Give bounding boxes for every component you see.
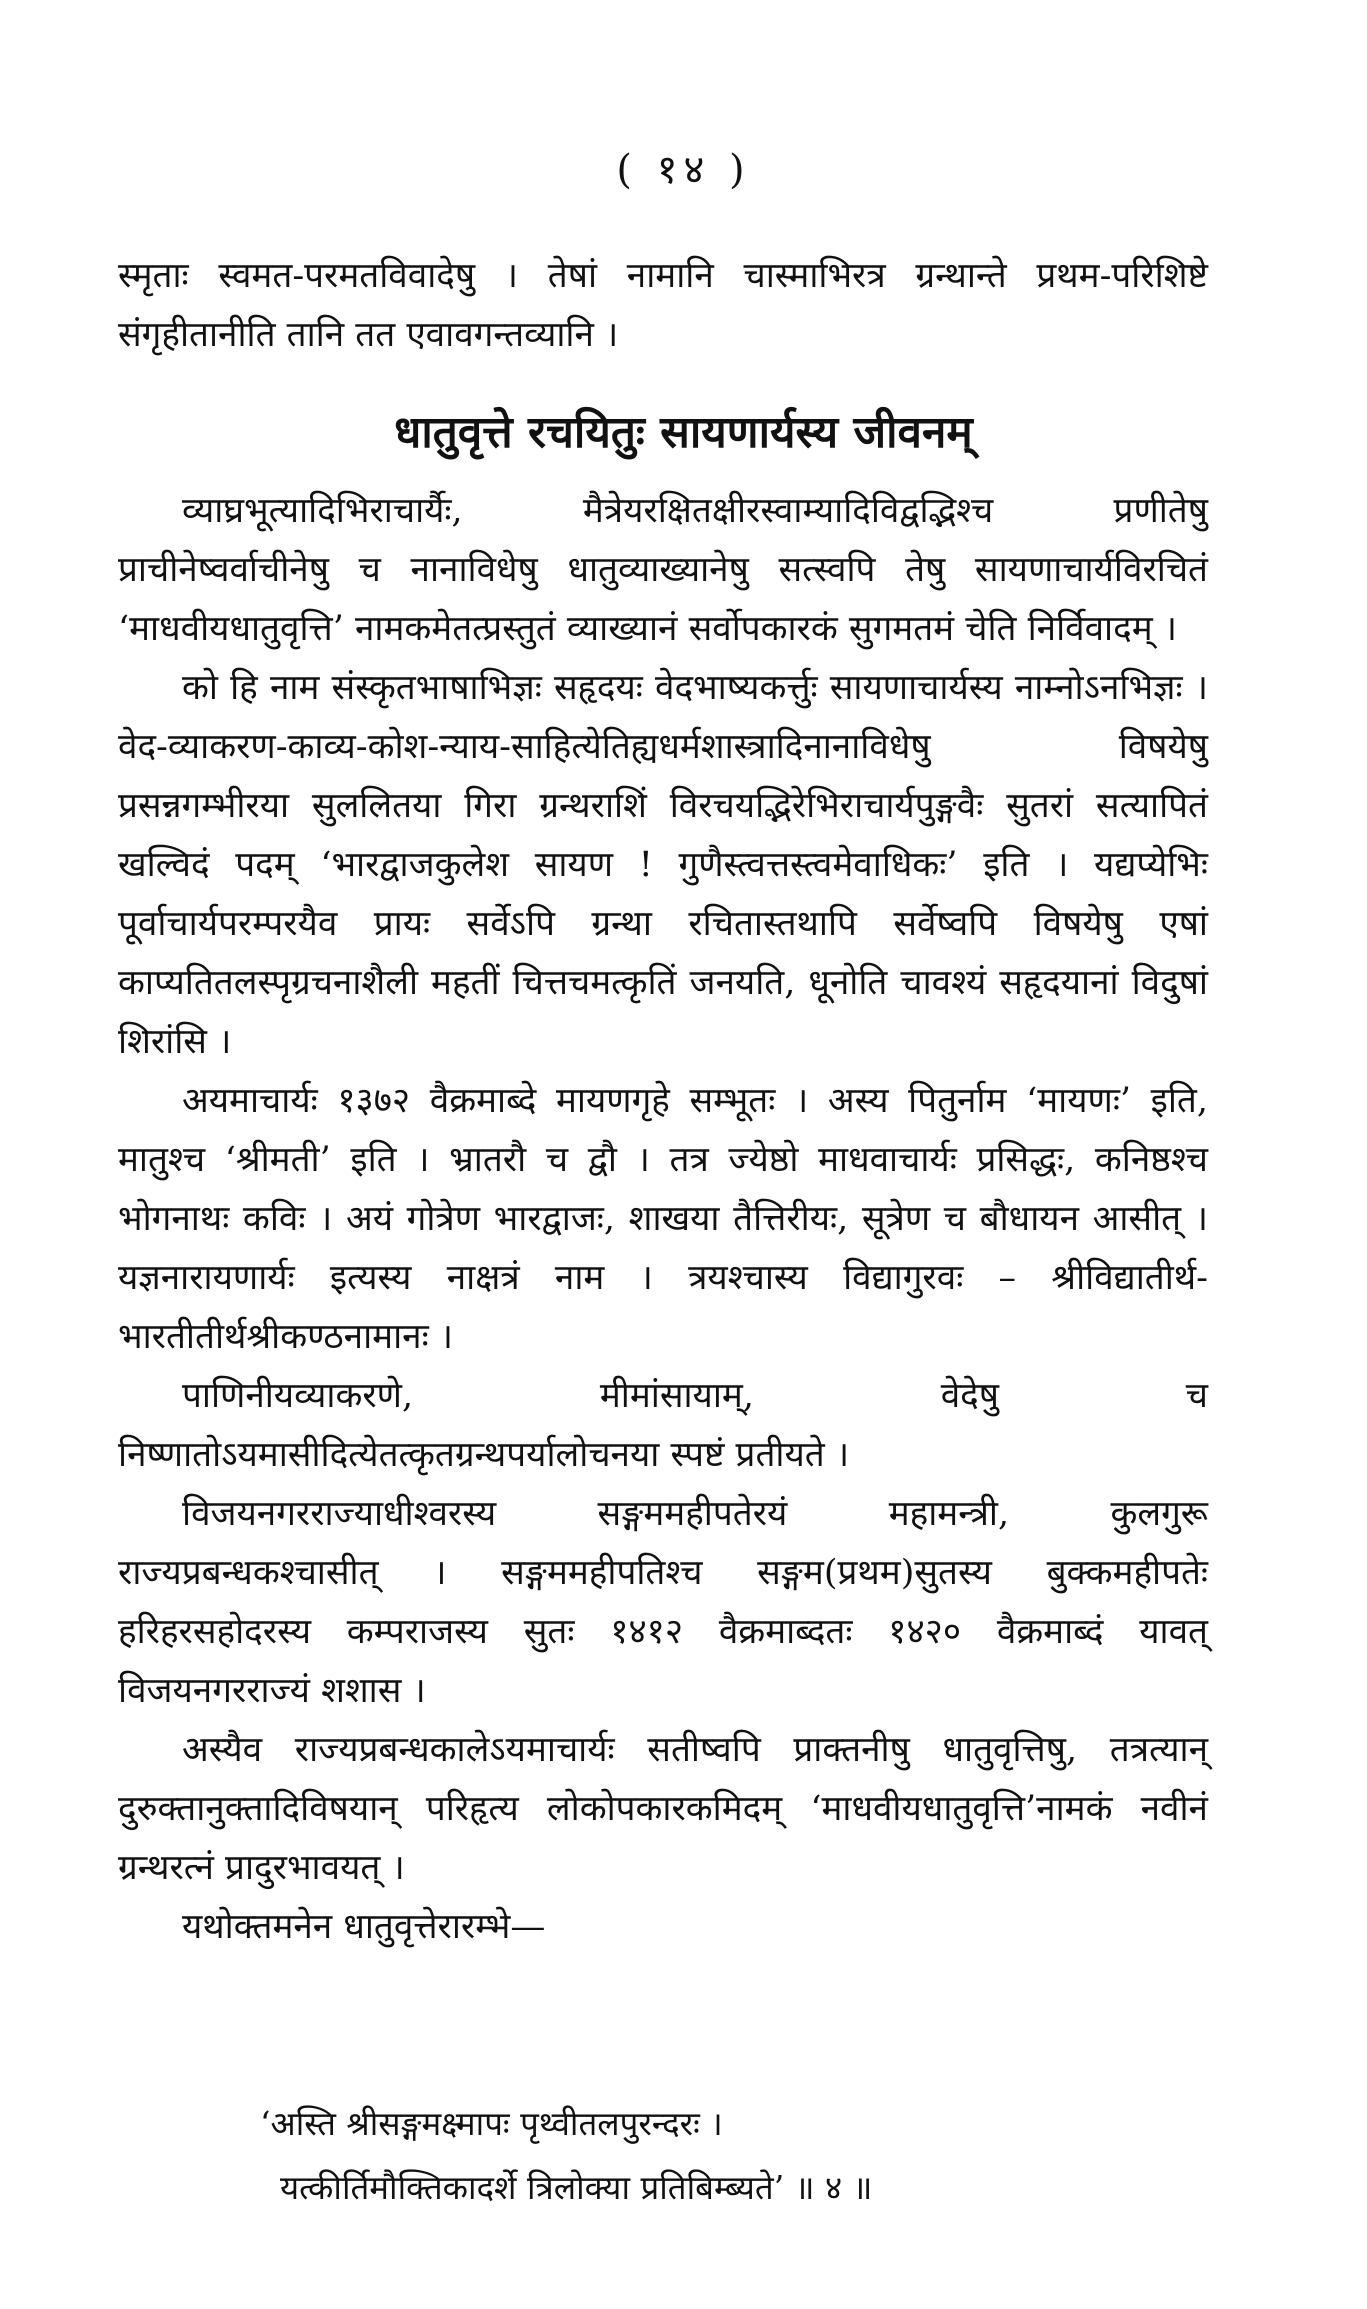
- paragraph-3: अयमाचार्यः १३७२ वैक्रमाब्दे मायणगृहे सम्भूतः । अस्य पितुर्नाम ‘मायणः’ इति, मातुश्च ‘श्रीमती’ इति । भ्रातरौ च द्वौ । तत्र ज्येष्ठो माधवाचार्यः प्रसिद्धः, कनिष्ठश्च भोगनाथः कविः । अयं गोत्रेण भारद्वाजः, शाखया तैत्तिरीयः, सूत्रेण च बौधायन आसीत् । यज्ञनारायणार्यः इत्यस्य नाक्षत्रं नाम । त्रयश्चास्य विद्यागुरवः – श्रीविद्यातीर्थ-भारतीतीर्थश्रीकण्ठनामानः ।: [118, 1081, 1208, 1357]
- verse-line-1: ‘अस्ति श्रीसङ्गमक्ष्मापः पृथ्वीतलपुरन्दरः ।: [260, 2104, 723, 2143]
- intro-text: [118, 247, 1208, 365]
- paragraph-2: को हि नाम संस्कृतभाषाभिज्ञः सहृदयः वेदभाष्यकर्त्तुः सायणाचार्यस्य नाम्नोऽनभिज्ञः । वेद-व्याकरण-काव्य-कोश-न्याय-साहित्येतिह्यधर्मशास्त्रादिनानाविधेषु विषयेषु प्रसन्नगम्भीरया सुललितया गिरा ग्रन्थराशिं विरचयद्भिरेभिराचार्यपुङ्गवैः सुतरां सत्यापितं खल्विदं पदम् ‘भारद्वाजकुलेश सायण ! गुणैस्त्वत्तस्त्वमेवाधिकः’ इति । यद्यप्येभिः पूर्वाचार्यपरम्परयैव प्रायः सर्वेऽपि ग्रन्था रचितास्तथापि सर्वेष्वपि विषयेषु एषां काप्यतितलस्पृग्रचनाशैली महतीं चित्तचमत्कृतिं जनयति, धूनोति चावश्यं सहृदयानां विदुषां शिरांसि ।: [118, 668, 1208, 1062]
- paragraph-6: अस्यैव राज्यप्रबन्धकालेऽयमाचार्यः सतीष्वपि प्राक्तनीषु धातुवृत्तिषु, तत्रत्यान् दुरुक्तानुक्तादिविषयान् परिहृत्य लोकोपकारकमिदम् ‘माधवीयधातुवृत्ति’नामकं नवीनं ग्रन्थरत्नं प्रादुरभावयत् ।: [118, 1730, 1208, 1888]
- paragraph-1: व्याघ्रभूत्यादिभिराचार्यैः, मैत्रेयरक्षितक्षीरस्वाम्यादिविद्वद्भिश्च प्रणीतेषु प्राचीनेष्वर्वाचीनेषु च नानाविधेषु धातुव्याख्यानेषु सत्स्वपि तेषु सायणाचार्यविरचितं ‘माधवीयधातुवृत्ति’ नामकमेतत्प्रस्तुतं व्याख्यानं सर्वोपकारकं सुगमतमं चेति निर्विवादम् ।: [118, 491, 1208, 649]
- paragraph-5: विजयनगरराज्याधीश्वरस्य सङ्गममहीपतेरयं महामन्त्री, कुलगुरू राज्यप्रबन्धकश्चासीत् । सङ्गममहीपतिश्च सङ्गम(प्रथम)सुतस्य बुक्कमहीपतेः हरिहरसहोदरस्य कम्पराजस्य सुतः १४१२ वैक्रमाब्दतः १४२० वैक्रमाब्दं यावत् विजयनगरराज्यं शशास ।: [118, 1494, 1208, 1711]
- intro-paragraph: स्मृताः स्वमत-परमतविवादेषु । तेषां नामानि चास्माभिरत्र ग्रन्थान्ते प्रथम-परिशिष्टे संगृहीतानीति तानि तत एवावगन्तव्यानि ।: [118, 256, 1208, 355]
- body-text: [118, 482, 1208, 1957]
- section-heading: धातुवृत्ते रचयितुः सायणार्यस्य जीवनम्: [394, 407, 973, 458]
- verse: [260, 2092, 1160, 2220]
- paragraph-4: पाणिनीयव्याकरणे, मीमांसायाम्, वेदेषु च निष्णातोऽयमासीदित्येतत्कृतग्रन्थपर्यालोचनया स्पष्टं प्रतीयते ।: [118, 1376, 1208, 1475]
- page-number: ( १४ ): [616, 147, 751, 193]
- verse-line-2: यत्कीर्तिमौक्तिकादर्शे त्रिलोक्या प्रतिबिम्ब्यते’ ॥ ४ ॥: [280, 2168, 873, 2207]
- paragraph-7: यथोक्तमनेन धातुवृत्तेरारम्भे—: [182, 1907, 546, 1947]
